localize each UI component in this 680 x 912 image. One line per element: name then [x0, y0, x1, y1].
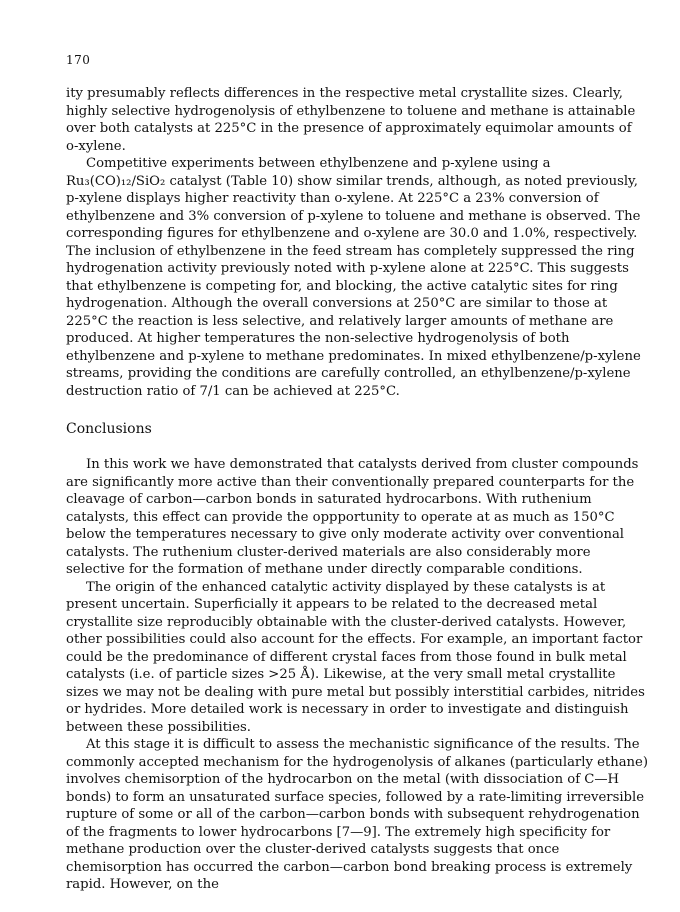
paragraph-conclusions-3: At this stage it is difficult to assess the mechanistic significance of the results. The commonly accepted mechanism for the hydrogenolysis of alkanes (particularly ethane) involves chemisorption of the hydrocarbon on the metal (with dissociation of C—H bonds) to form an unsaturated surface species, followed by a rate-limiting irreversible rupture of some or all of the carbon—carbon bonds with subsequent rehydrogenation of the fragments to lower hydrocarbons [7—9]. The extremely high specificity for methane production over the cluster-derived catalysts suggests that once chemisorption has occurred the carbon—carbon bond breaking process is extremely rapid. However, on the: [66, 737, 648, 892]
section-heading-conclusions: Conclusions: [66, 421, 152, 437]
page-number: 170: [66, 53, 91, 67]
paragraph-conclusions-2: The origin of the enhanced catalytic activity displayed by these catalysts is at present uncertain. Superficially it appears to be related to the decreased metal crystallite size reproducibly obtainable with the cluster-derived catalysts. However, other possibilities could also account for the effects. For example, an important factor could be the predominance of different crystal faces from those found in bulk metal catalysts (i.e. of particle sizes >25 Å). Likewise, at the very small metal crystallite sizes we may not be dealing with pure metal but possibly interstitial carbides, nitrides or hydrides. More detailed work is necessary in order to investigate and distinguish between these possibilities.: [66, 579, 645, 735]
document-page: [66, 52, 648, 894]
paragraph-conclusions-1: In this work we have demonstrated that catalysts derived from cluster compounds are significantly more active than their conventionally prepared counterparts for the cleavage of carbon—carbon bonds in saturated hydrocarbons. With ruthenium catalysts, this effect can provide the oppportunity to operate at as much as 150°C below the temperatures necessary to give only moderate activity over conventional catalysts. The ruthenium cluster-derived materials are also considerably more selective for the formation of methane under directly comparable conditions.: [66, 457, 639, 577]
paragraph-continued: ity presumably reflects differences in the respective metal crystallite sizes. Clearly, highly selective hydrogenolysis of ethylbenzene to toluene and methane is attainable over both catalysts at 225°C in the presence of approximately equimolar amounts of o-xylene.: [66, 86, 636, 154]
paragraph-competitive-experiments: Competitive experiments between ethylbenzene and p-xylene using a Ru₃(CO)₁₂/SiO₂ catalyst (Table 10) show similar trends, although, as noted previously, p-xylene displays higher reactivity than o-xylene. At 225°C a 23% conversion of ethylbenzene and 3% conversion of p-xylene to toluene and methane is observed. The corresponding figures for ethylbenzene and o-xylene are 30.0 and 1.0%, respectively. The inclusion of ethylbenzene in the feed stream has completely suppressed the ring hydrogenation activity previously noted with p-xylene alone at 225°C. This suggests that ethylbenzene is competing for, and blocking, the active catalytic sites for ring hydrogenation. Although the overall conversions at 250°C are similar to those at 225°C the reaction is less selective, and relatively larger amounts of methane are produced. At higher temperatures the non-selective hydrogenolysis of both ethylbenzene and p-xylene to methane predominates. In mixed ethylbenzene/p-xylene streams, providing the conditions are carefully controlled, an ethylbenzene/p-xylene destruction ratio of 7/1 can be achieved at 225°C.: [66, 156, 641, 399]
